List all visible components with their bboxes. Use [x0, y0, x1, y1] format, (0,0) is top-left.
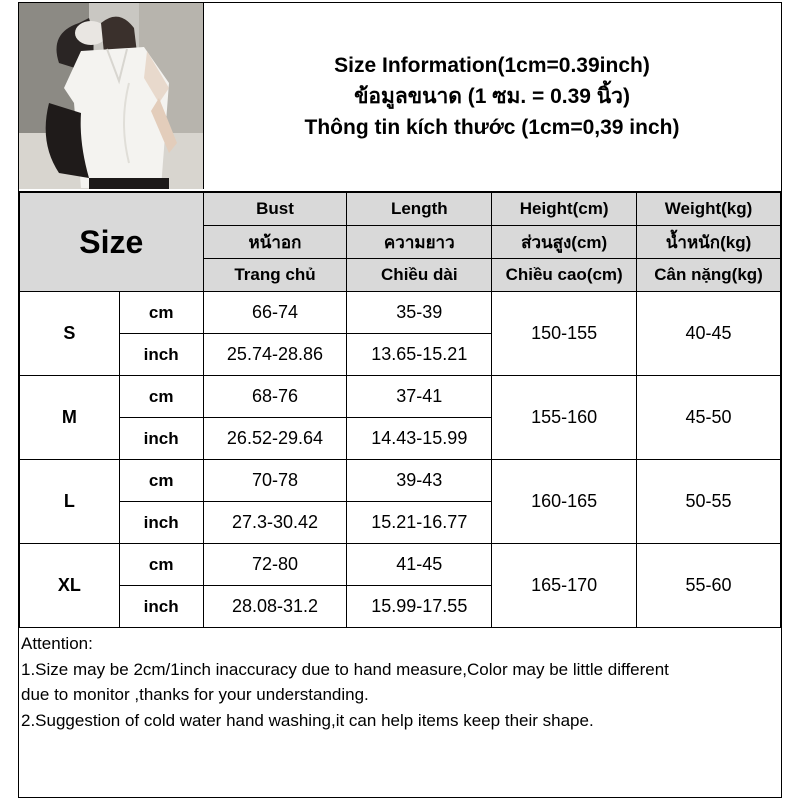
- table-row: [20, 544, 781, 586]
- header-height-th: ส่วนสูง(cm): [492, 226, 637, 259]
- length-cm: 35-39: [347, 292, 492, 334]
- length-cm: 39-43: [347, 460, 492, 502]
- attention-heading: Attention:: [21, 634, 93, 653]
- size-label: L: [20, 460, 120, 544]
- bust-inch: 26.52-29.64: [203, 418, 347, 460]
- header-length-th: ความยาว: [347, 226, 492, 259]
- weight-range: 55-60: [637, 544, 781, 628]
- bust-cm: 66-74: [203, 292, 347, 334]
- header-bust-th: หน้าอก: [203, 226, 347, 259]
- title-english: Size Information(1cm=0.39inch): [334, 53, 650, 77]
- size-table: [19, 192, 781, 628]
- header-weight-th: น้ำหนัก(kg): [637, 226, 781, 259]
- bust-inch: 27.3-30.42: [203, 502, 347, 544]
- attention-note-2: 2.Suggestion of cold water hand washing,it can help items keep their shape.: [21, 710, 594, 730]
- size-information-title: [203, 3, 781, 189]
- weight-range: 45-50: [637, 376, 781, 460]
- bust-cm: 70-78: [203, 460, 347, 502]
- size-label: S: [20, 292, 120, 376]
- attention-note-1-line-2: due to monitor ,thanks for your understanding.: [21, 685, 369, 704]
- bust-inch: 25.74-28.86: [203, 334, 347, 376]
- weight-range: 40-45: [637, 292, 781, 376]
- attention-note-1-line-1: 1.Size may be 2cm/1inch inaccuracy due to hand measure,Color may be little different: [21, 659, 669, 679]
- unit-inch: inch: [119, 586, 203, 628]
- length-inch: 13.65-15.21: [347, 334, 492, 376]
- unit-cm: cm: [119, 376, 203, 418]
- height-range: 160-165: [492, 460, 637, 544]
- length-cm: 37-41: [347, 376, 492, 418]
- unit-inch: inch: [119, 502, 203, 544]
- unit-cm: cm: [119, 544, 203, 586]
- title-thai: ข้อมูลขนาด (1 ซม. = 0.39 นิ้ว): [354, 84, 630, 108]
- attention-notes: [19, 627, 781, 733]
- length-inch: 15.99-17.55: [347, 586, 492, 628]
- size-label: XL: [20, 544, 120, 628]
- header-height-vi: Chiều cao(cm): [492, 259, 637, 292]
- bust-cm: 72-80: [203, 544, 347, 586]
- title-vietnamese: Thông tin kích thước (1cm=0,39 inch): [304, 115, 680, 139]
- unit-inch: inch: [119, 418, 203, 460]
- size-label: M: [20, 376, 120, 460]
- length-cm: 41-45: [347, 544, 492, 586]
- header-weight-en: Weight(kg): [637, 193, 781, 226]
- size-header: Size: [20, 193, 204, 292]
- header-height-en: Height(cm): [492, 193, 637, 226]
- unit-cm: cm: [119, 292, 203, 334]
- header-length-vi: Chiều dài: [347, 259, 492, 292]
- header-weight-vi: Cân nặng(kg): [637, 259, 781, 292]
- product-photo-image: [19, 3, 203, 189]
- header-bust-vi: Trang chủ: [203, 259, 347, 292]
- height-range: 150-155: [492, 292, 637, 376]
- weight-range: 50-55: [637, 460, 781, 544]
- length-inch: 15.21-16.77: [347, 502, 492, 544]
- unit-inch: inch: [119, 334, 203, 376]
- unit-cm: cm: [119, 460, 203, 502]
- header-length-en: Length: [347, 193, 492, 226]
- size-chart-sheet: [18, 2, 782, 798]
- table-row: [20, 376, 781, 418]
- bust-cm: 68-76: [203, 376, 347, 418]
- header-row: [19, 3, 781, 192]
- length-inch: 14.43-15.99: [347, 418, 492, 460]
- height-range: 155-160: [492, 376, 637, 460]
- height-range: 165-170: [492, 544, 637, 628]
- product-photo: [19, 3, 204, 189]
- bust-inch: 28.08-31.2: [203, 586, 347, 628]
- header-bust-en: Bust: [203, 193, 347, 226]
- table-row: [20, 292, 781, 334]
- table-row: [20, 460, 781, 502]
